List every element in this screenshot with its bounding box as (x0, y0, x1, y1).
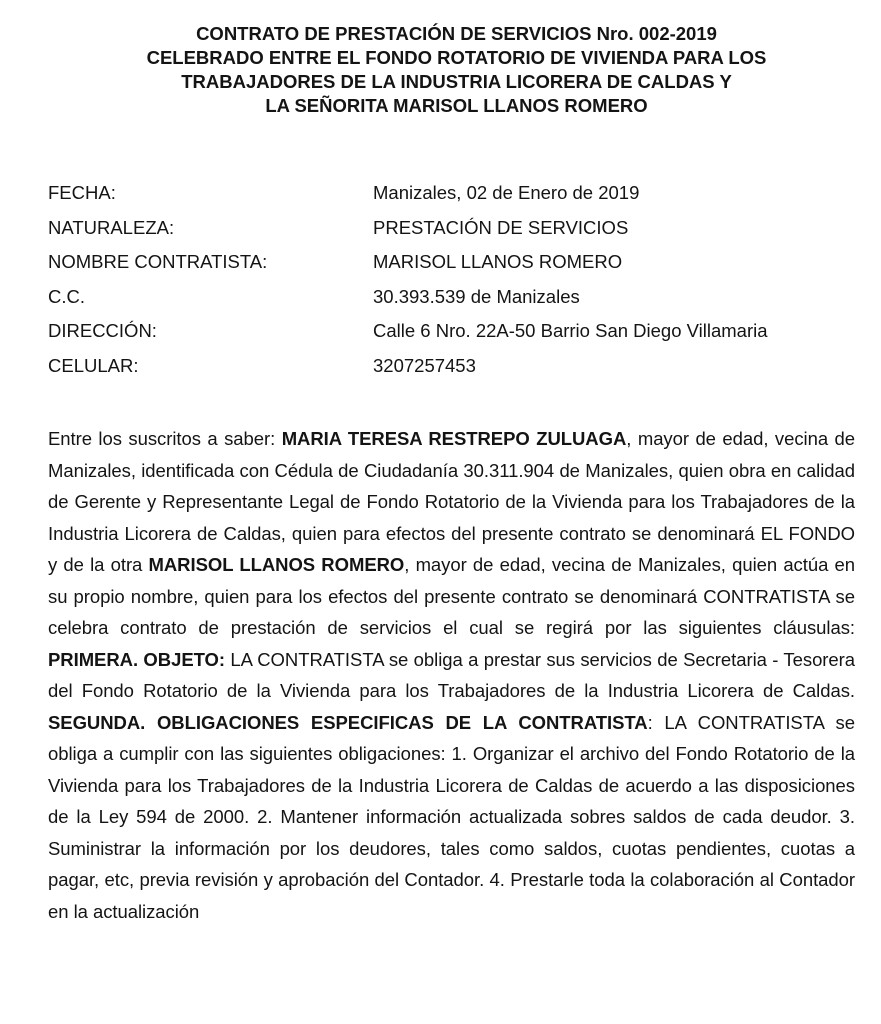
field-value: 3207257453 (373, 354, 476, 376)
body-text-5: : LA CONTRATISTA se obliga a cumplir con las siguientes obligaciones: 1. Organizar el archivo del Fondo Rotatorio de la Vivienda para los Trabajadores de la Industria Licorera de Caldas de acuerdo a las disposiciones de la Ley 594 de 2000. 2. Mantener información actualizada sobres saldos de cada deudor. 3. Suministrar la información por los deudores, tales como saldos, cuotas pendientes, cuotas a pagar, etc, previa revisión y aprobación del Contador. 4. Prestarle toda la colaboración al Contador en la actualización (48, 711, 855, 922)
title-line-2: CELEBRADO ENTRE EL FONDO ROTATORIO DE VIVIENDA PARA LOS (146, 47, 767, 68)
body-text-1: Entre los suscritos a saber: (48, 428, 282, 449)
contract-title (48, 22, 855, 118)
field-row-nombre-contratista (48, 245, 855, 280)
body-text-3: , mayor de edad, vecina de Manizales, quien actúa en su propio nombre, quien para los efectos del presente contrato se denominará CONTRATISTA se celebra contrato de prestación de servicios el cual se regirá por las siguientes cláusulas: (48, 554, 856, 638)
field-value: Manizales, 02 de Enero de 2019 (373, 182, 640, 204)
field-row-fecha (48, 176, 855, 211)
field-label: NOMBRE CONTRATISTA: (48, 251, 268, 273)
body-text-4: LA CONTRATISTA se obliga a prestar sus servicios de Secretaria - Tesorera del Fondo Rotatorio de la Vivienda para los Trabajadores de la Industria Licorera de Caldas. (48, 648, 856, 701)
field-label: NATURALEZA: (48, 216, 175, 238)
title-line-3: TRABAJADORES DE LA INDUSTRIA LICORERA DE CALDAS Y (181, 71, 732, 92)
field-value: MARISOL LLANOS ROMERO (373, 251, 623, 273)
body-bold-clause-primera: PRIMERA. OBJETO: (48, 648, 225, 670)
field-value: PRESTACIÓN DE SERVICIOS (373, 216, 629, 238)
field-row-cc (48, 280, 855, 315)
field-label: FECHA: (48, 182, 116, 204)
field-row-naturaleza (48, 211, 855, 246)
field-row-celular (48, 349, 855, 384)
title-line-1: CONTRATO DE PRESTACIÓN DE SERVICIOS Nro. 002-2019 (196, 23, 717, 44)
field-label: DIRECCIÓN: (48, 320, 157, 342)
body-bold-clause-segunda: SEGUNDA. OBLIGACIONES ESPECIFICAS DE LA CONTRATISTA (48, 711, 648, 733)
field-value: 30.393.539 de Manizales (373, 285, 580, 307)
body-bold-contratista-name: MARISOL LLANOS ROMERO (148, 554, 405, 575)
body-text-2: , mayor de edad, vecina de Manizales, identificada con Cédula de Ciudadanía 30.311.904 de Manizales, quien obra en calidad de Gerente y Representante Legal de Fondo Rotatorio de la Vivienda para los Trabajadores de la Industria Licorera de Caldas, quien para efectos del presente contrato se denominará EL FONDO y de la otra (48, 428, 856, 575)
contract-body (48, 423, 855, 927)
field-value: Calle 6 Nro. 22A-50 Barrio San Diego Villamaria (373, 320, 768, 342)
field-label: C.C. (48, 285, 85, 307)
field-row-direccion (48, 314, 855, 349)
contract-fields (48, 176, 855, 383)
body-bold-gerente-name: MARIA TERESA RESTREPO ZULUAGA (281, 428, 627, 449)
title-line-4: LA SEÑORITA MARISOL LLANOS ROMERO (265, 95, 648, 116)
field-label: CELULAR: (48, 354, 139, 376)
